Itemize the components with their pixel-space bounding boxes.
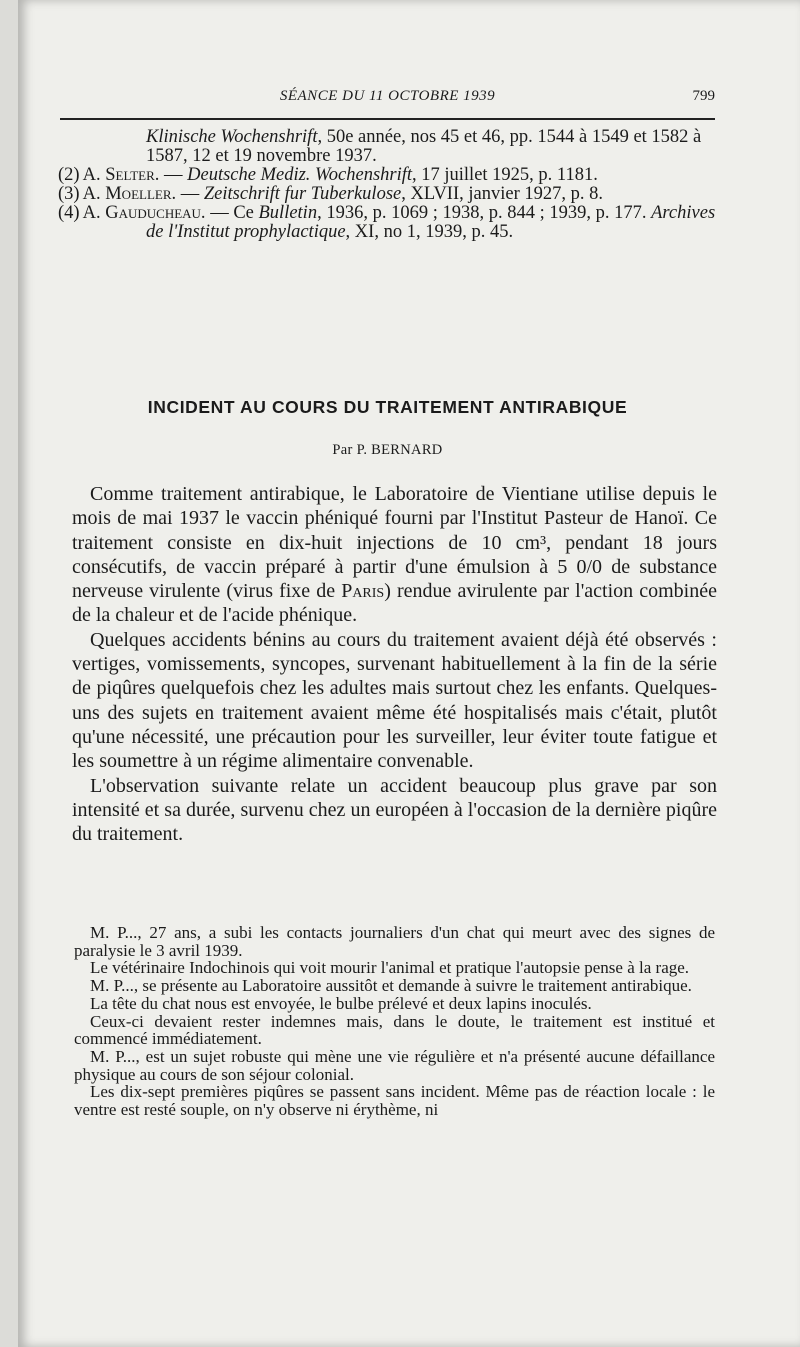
ref2-author: A. Selter.	[82, 165, 160, 185]
ref3-number: (3)	[58, 184, 80, 204]
ref2-journal: Deutsche Mediz. Wochenshrift	[187, 165, 413, 185]
ref4-journal1: Bulletin	[258, 203, 318, 223]
ref3-author: A. Moeller.	[82, 184, 177, 204]
paragraph-1	[72, 482, 717, 628]
observation-line-7: Les dix-sept premières piqûres se passent sans incident. Même pas de réaction locale : le ventre est resté souple, on n'y observe ni érythème, ni	[74, 1082, 715, 1120]
ref3-dash: —	[176, 184, 204, 204]
ref4-text3: , XI, no 1, 1939, p. 45.	[345, 222, 514, 242]
ref2-details: , 17 juillet 1925, p. 1181.	[412, 165, 598, 185]
paragraph-3: L'observation suivante relate un accident beaucoup plus grave par son intensité et sa durée, survenu chez un européen à l'occasion de la dernière piqûre du traitement.	[72, 774, 717, 846]
ref3-details: , XLVII, janvier 1927, p. 8.	[401, 184, 603, 204]
paragraph-1-a: Comme traitement antirabique, le Laboratoire de Vientiane utilise depuis le mois de mai 1937 le vaccin phéniqué fourni par l'Institut Pasteur de Hanoï. Ce traitement consiste en dix-huit injections de 10 cm³, pendant 18 jours consécutifs, de vaccin préparé à partir d'une émulsion à 5 0/0 de substance nerveuse virulente (virus fixe de	[72, 483, 717, 603]
observation-line-6: M. P..., est un sujet robuste qui mène une vie régulière et n'a présenté aucune défaillance physique au cours de son séjour colonial.	[74, 1046, 715, 1084]
ref4-text2: , 1936, p. 1069 ; 1938, p. 844 ; 1939, p. 177.	[317, 203, 652, 223]
ref4-text1: — Ce	[205, 203, 259, 223]
article-byline: Par P. BERNARD	[332, 442, 443, 458]
clinical-observation	[74, 924, 715, 1119]
header-title: SÉANCE DU 11 OCTOBRE 1939	[279, 88, 496, 104]
ref4-author: A. Gauducheau.	[82, 203, 206, 223]
reference-2	[58, 166, 718, 185]
page-number: 799	[692, 88, 715, 104]
paragraph-1-b: ) rendue avirulente par l'action combinée de la chaleur et de l'acide phénique.	[72, 580, 717, 627]
running-header	[60, 88, 715, 110]
ref3-journal: Zeitschrift fur Tuberkulose	[203, 184, 402, 204]
ref2-number: (2)	[58, 165, 80, 185]
observation-line-1: M. P..., 27 ans, a subi les contacts journaliers d'un chat qui meurt avec des signes de paralysie le 3 avril 1939.	[74, 923, 715, 960]
article-body	[72, 482, 717, 846]
observation-line-4: La tête du chat nous est envoyée, le bulbe prélevé et deux lapins inoculés.	[90, 993, 592, 1013]
article-title: INCIDENT AU COURS DU TRAITEMENT ANTIRABIQUE	[147, 397, 628, 417]
reference-4	[58, 204, 718, 242]
reference-3	[58, 185, 718, 204]
ref1-journal: Klinische Wochenshrift	[146, 127, 318, 147]
ref1-details: , 50e année, nos 45 et 46, pp. 1544 à 1549 et 1582 à 1587, 12 et 19 novembre 1937.	[146, 127, 702, 166]
paragraph-2: Quelques accidents bénins au cours du traitement avaient déjà été observés : vertiges, vomissements, syncopes, survenant habituellement à la fin de la série de piqûres quelquefois chez les adultes mais surtout chez les enfants. Quelques-uns des sujets en traitement avaient même été hospitalisés mais c'était, plutôt qu'une nécessité, une précaution pour les surveiller, leur éviter toute fatigue et les soumettre à un régime alimentaire convenable.	[72, 628, 717, 773]
footnote-references	[58, 128, 718, 242]
header-rule	[60, 118, 715, 120]
observation-line-5: Ceux-ci devaient rester indemnes mais, dans le doute, le traitement est institué et commencé immédiatement.	[74, 1011, 715, 1049]
ref2-dash: —	[159, 165, 188, 185]
ref4-number: (4)	[58, 203, 80, 223]
observation-line-3: M. P..., se présente au Laboratoire aussitôt et demande à suivre le traitement antirabique.	[90, 976, 692, 996]
reference-1-continued	[58, 128, 718, 166]
observation-line-2: Le vétérinaire Indochinois qui voit mourir l'animal et pratique l'autopsie pense à la rage.	[90, 958, 690, 978]
ref4-journal2: Archives de l'Institut prophylactique	[146, 203, 716, 242]
paragraph-1-paris: Paris	[341, 580, 385, 603]
